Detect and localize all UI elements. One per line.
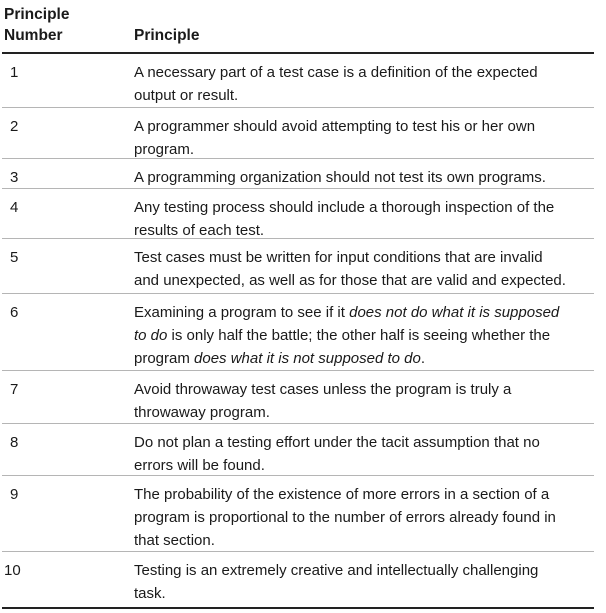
principle-text: Any testing process should include a thorough inspection of the results of each test. [134,199,555,239]
principle-number: 9 [10,486,19,503]
table-row [2,371,594,424]
principle-text: Avoid throwaway test cases unless the program is truly a throwaway program. [134,381,512,421]
column-header-principle: Principle [134,27,200,44]
table-row [2,552,594,609]
table-row [2,108,594,159]
principle-text: Testing is an extremely creative and intellectually challenging task. [134,562,539,602]
table-row [2,54,594,108]
table-row [2,476,594,552]
table-row [2,424,594,476]
principle-number: 10 [4,562,21,579]
principle-number: 4 [10,199,19,216]
principle-text: A programmer should avoid attempting to test his or her own program. [134,118,536,158]
table-row [2,239,594,294]
principle-text: A programming organization should not test its own programs. [134,169,546,186]
principle-number: 7 [10,381,19,398]
principle-text: Examining a program to see if it does not do what it is supposed to do is only half the battle; the other half is seeing whether the program does what it is not supposed to do. [134,304,560,367]
table-header [2,0,594,54]
principle-number: 5 [10,249,19,266]
principle-number: 3 [10,169,19,186]
principle-text: The probability of the existence of more errors in a section of a program is proportional to the number of errors already found in that section. [134,486,556,549]
column-header-principle-number: Principle Number [4,6,70,44]
principle-number: 2 [10,118,19,135]
table-row [2,294,594,371]
principle-number: 6 [10,304,19,321]
principle-number: 1 [10,64,19,81]
principle-text: Test cases must be written for input conditions that are invalid and unexpected, as well as for those that are valid and expected. [134,249,566,289]
principles-table [2,0,594,609]
principle-text: A necessary part of a test case is a definition of the expected output or result. [134,64,538,104]
principle-text: Do not plan a testing effort under the tacit assumption that no errors will be found. [134,434,540,474]
table-row [2,159,594,189]
table-row [2,189,594,239]
principle-number: 8 [10,434,19,451]
